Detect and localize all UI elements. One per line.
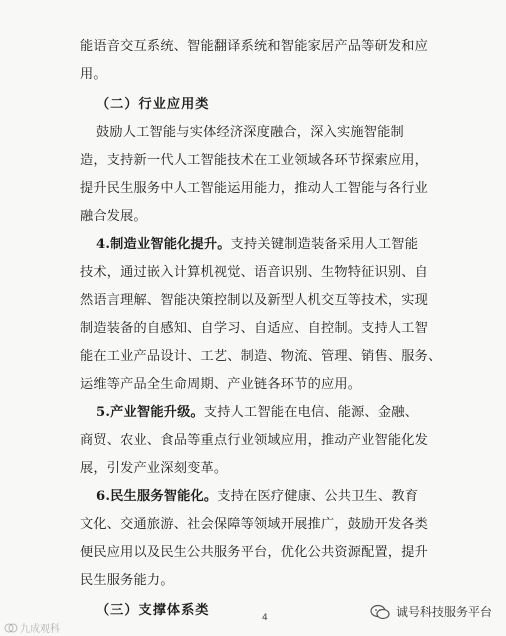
body-text: 支持在医疗健康、公共卫生、教育: [217, 489, 419, 504]
body-line: 便民应用以及民生公共服务平台，优化公共资源配置，提升: [80, 545, 429, 560]
watermark-right-text: 诚号科技服务平台: [395, 605, 492, 619]
page-number: 4: [262, 613, 268, 623]
body-text: 支持关键制造装备采用人工智能: [230, 237, 419, 252]
body-line: 然语言理解、智能决策控制以及新型人机交互等技术，实现: [80, 293, 429, 308]
section-heading-support-system: （三）支撑体系类: [96, 603, 210, 618]
paragraph-public-service: [96, 488, 418, 506]
body-line: 商贸、农业、食品等重点行业领域应用，推动产业智能化发: [80, 433, 429, 448]
watermark-right: [370, 603, 492, 620]
body-line: 能在工业产品设计、工艺、制造、物流、管理、销售、服务、: [80, 349, 442, 364]
body-line: 用。: [80, 67, 107, 82]
body-line: 展，引发产业深刻变革。: [80, 461, 228, 476]
body-line: 技术，通过嵌入计算机视觉、语音识别、生物特征识别、自: [80, 265, 429, 280]
watermark-left: 九成观科: [20, 624, 60, 635]
body-line: 提升民生服务中人工智能运用能力，推动人工智能与各行业: [80, 181, 429, 196]
watermark-logo-icon: [4, 623, 18, 633]
section-heading-industry-application: （二）行业应用类: [96, 97, 210, 112]
body-line: 能语音交互系统、智能翻译系统和智能家居产品等研发和应: [80, 39, 429, 54]
body-line: 鼓励人工智能与实体经济深度融合，深入实施智能制: [96, 125, 404, 140]
wechat-icon: [370, 604, 390, 620]
body-line: 文化、交通旅游、社会保障等领域开展推广，鼓励开发各类: [80, 517, 429, 532]
body-text: 支持人工智能在电信、能源、金融、: [203, 405, 419, 420]
body-line: 运维等产品全生命周期、产业链各环节的应用。: [80, 377, 362, 392]
paragraph-industry-upgrade: [96, 404, 418, 422]
item-lead-industry-upgrade: 5.产业智能升级。: [96, 405, 204, 420]
paragraph-manufacturing: [96, 236, 418, 254]
item-lead-manufacturing: 4.制造业智能化提升。: [96, 237, 231, 252]
body-line: 造，支持新一代人工智能技术在工业领域各环节探索应用，: [80, 153, 429, 168]
body-line: 民生服务能力。: [80, 573, 174, 588]
body-line: 融合发展。: [80, 209, 147, 224]
item-lead-public-service: 6.民生服务智能化。: [96, 489, 218, 504]
body-line: 制造装备的自感知、自学习、自适应、自控制。支持人工智: [80, 321, 429, 336]
